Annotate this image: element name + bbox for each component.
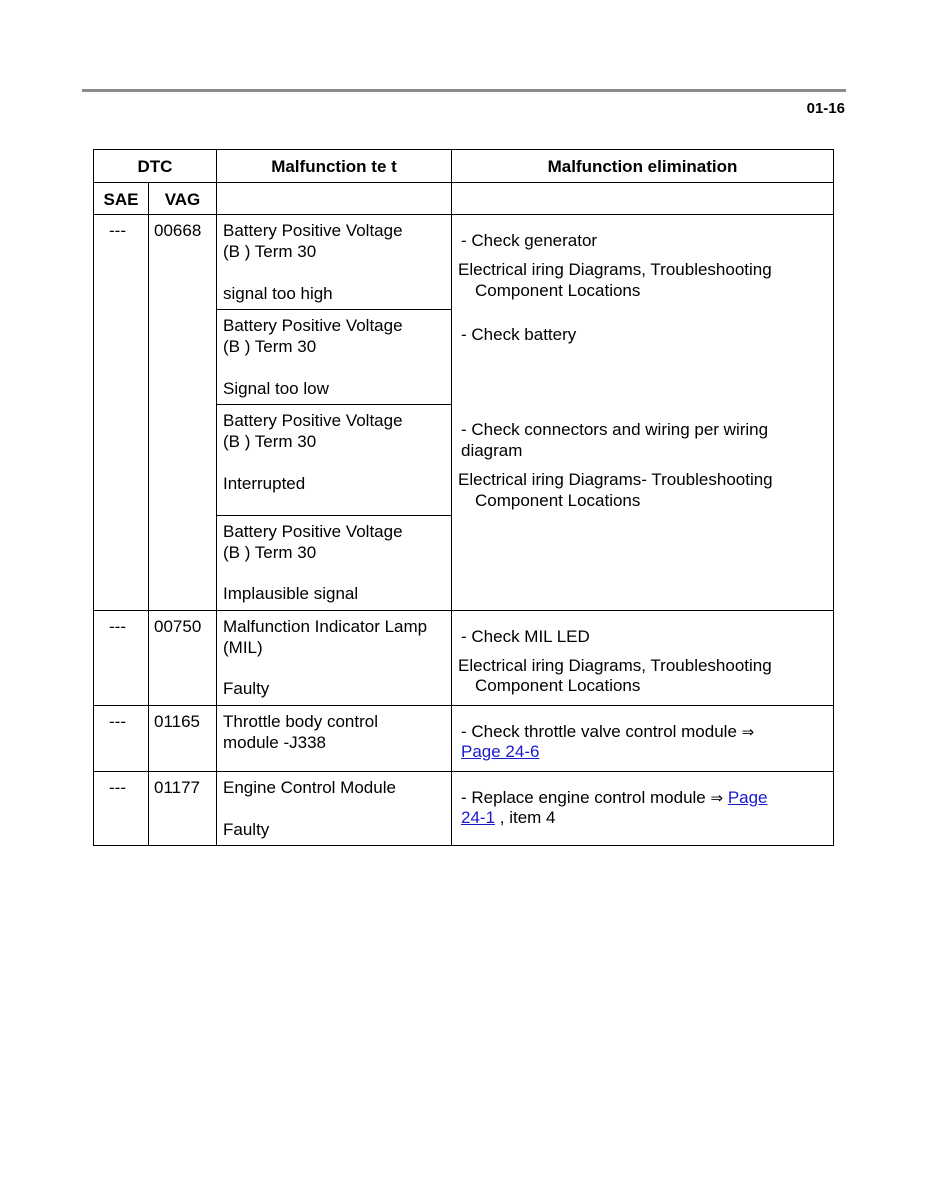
row2-ref-line1: Electrical iring Diagrams, Troubleshooting	[458, 656, 772, 675]
row1-check-battery: - Check battery	[461, 325, 577, 344]
row2-text-line2: (MIL)	[223, 638, 263, 657]
row3-text-line2: module -J338	[223, 733, 327, 752]
row3-text-line1: Throttle body control	[223, 712, 378, 731]
row4-text-line1: Engine Control Module	[223, 778, 396, 797]
row1-sub4-line1: Battery Positive Voltage	[223, 522, 403, 541]
dtc-text-divider	[216, 149, 217, 846]
row4-elim-line2	[461, 808, 556, 829]
row-divider-3	[93, 771, 834, 772]
row2-status: Faulty	[223, 679, 270, 698]
arrow-right-icon: ⇒	[710, 789, 724, 807]
row3-vag: 01165	[154, 712, 201, 731]
top-rule	[82, 89, 846, 92]
row1-vag: 00668	[154, 221, 202, 240]
row1-ref2-line1: Electrical iring Diagrams- Troubleshooting	[458, 470, 773, 489]
row1-sub4-status: Implausible signal	[223, 584, 359, 603]
row2-ref-line2: Component Locations	[475, 676, 641, 695]
arrow-right-icon: ⇒	[741, 723, 755, 741]
sub-divider-2	[216, 404, 452, 405]
page-24-6-link[interactable]: Page 24-6	[461, 742, 540, 761]
header-malfunction-text: Malfunction te t	[271, 157, 397, 176]
subheader-divider	[93, 214, 834, 215]
table-border-bottom	[93, 845, 834, 846]
row1-sae: ---	[109, 221, 126, 240]
row1-sub4-line2: (B ) Term 30	[223, 543, 317, 562]
row3-elim-line2	[461, 742, 539, 763]
sae-vag-divider	[148, 182, 149, 846]
text-elim-divider	[451, 149, 452, 846]
table-border-right	[833, 149, 834, 846]
row1-check-conn-line2: diagram	[461, 441, 523, 460]
row3-elim-line1	[461, 722, 754, 743]
row2-check: - Check MIL LED	[461, 627, 590, 646]
page-24-1-link-part2[interactable]: 24-1	[461, 808, 496, 827]
row3-check: - Check throttle valve control module	[461, 722, 737, 741]
row2-sae: ---	[109, 617, 126, 636]
row-divider-2	[93, 705, 834, 706]
row3-sae: ---	[109, 712, 126, 731]
row2-vag: 00750	[154, 617, 202, 636]
sub-divider-3	[216, 515, 452, 516]
row1-sub2-line2: (B ) Term 30	[223, 337, 317, 356]
row4-elim-line1	[461, 788, 768, 809]
row1-sub3-line2: (B ) Term 30	[223, 432, 317, 451]
row1-check-generator: - Check generator	[461, 231, 598, 250]
row1-ref2-line2: Component Locations	[475, 491, 641, 510]
row1-ref1-line2: Component Locations	[475, 281, 641, 300]
row4-sae: ---	[109, 778, 126, 797]
row1-sub1-line2: (B ) Term 30	[223, 242, 317, 261]
row1-sub1-status: signal too high	[223, 284, 333, 303]
header-sae: SAE	[103, 190, 139, 209]
row1-sub3-status: Interrupted	[223, 474, 306, 493]
row1-sub3-line1: Battery Positive Voltage	[223, 411, 403, 430]
row4-item-suffix: , item 4	[499, 808, 556, 827]
row1-sub2-line1: Battery Positive Voltage	[223, 316, 403, 335]
row1-sub2-status: Signal too low	[223, 379, 329, 398]
table-border-top	[93, 149, 834, 150]
header-divider	[93, 182, 834, 183]
row1-check-conn-line1: - Check connectors and wiring per wiring	[461, 420, 769, 439]
sub-divider-1	[216, 309, 452, 310]
row4-vag: 01177	[154, 778, 201, 797]
row1-sub1-line1: Battery Positive Voltage	[223, 221, 403, 240]
header-malfunction-elimination: Malfunction elimination	[547, 157, 738, 176]
header-dtc: DTC	[137, 157, 173, 176]
row4-check: - Replace engine control module	[461, 788, 706, 807]
row2-text-line1: Malfunction Indicator Lamp	[223, 617, 428, 636]
row4-status: Faulty	[223, 820, 270, 839]
row-divider-1	[93, 610, 834, 611]
header-vag: VAG	[164, 190, 201, 209]
table-border-left	[93, 149, 94, 846]
page-24-1-link-part1[interactable]: Page	[727, 788, 768, 807]
row1-ref1-line1: Electrical iring Diagrams, Troubleshooting	[458, 260, 772, 279]
page-number: 01-16	[806, 100, 845, 117]
